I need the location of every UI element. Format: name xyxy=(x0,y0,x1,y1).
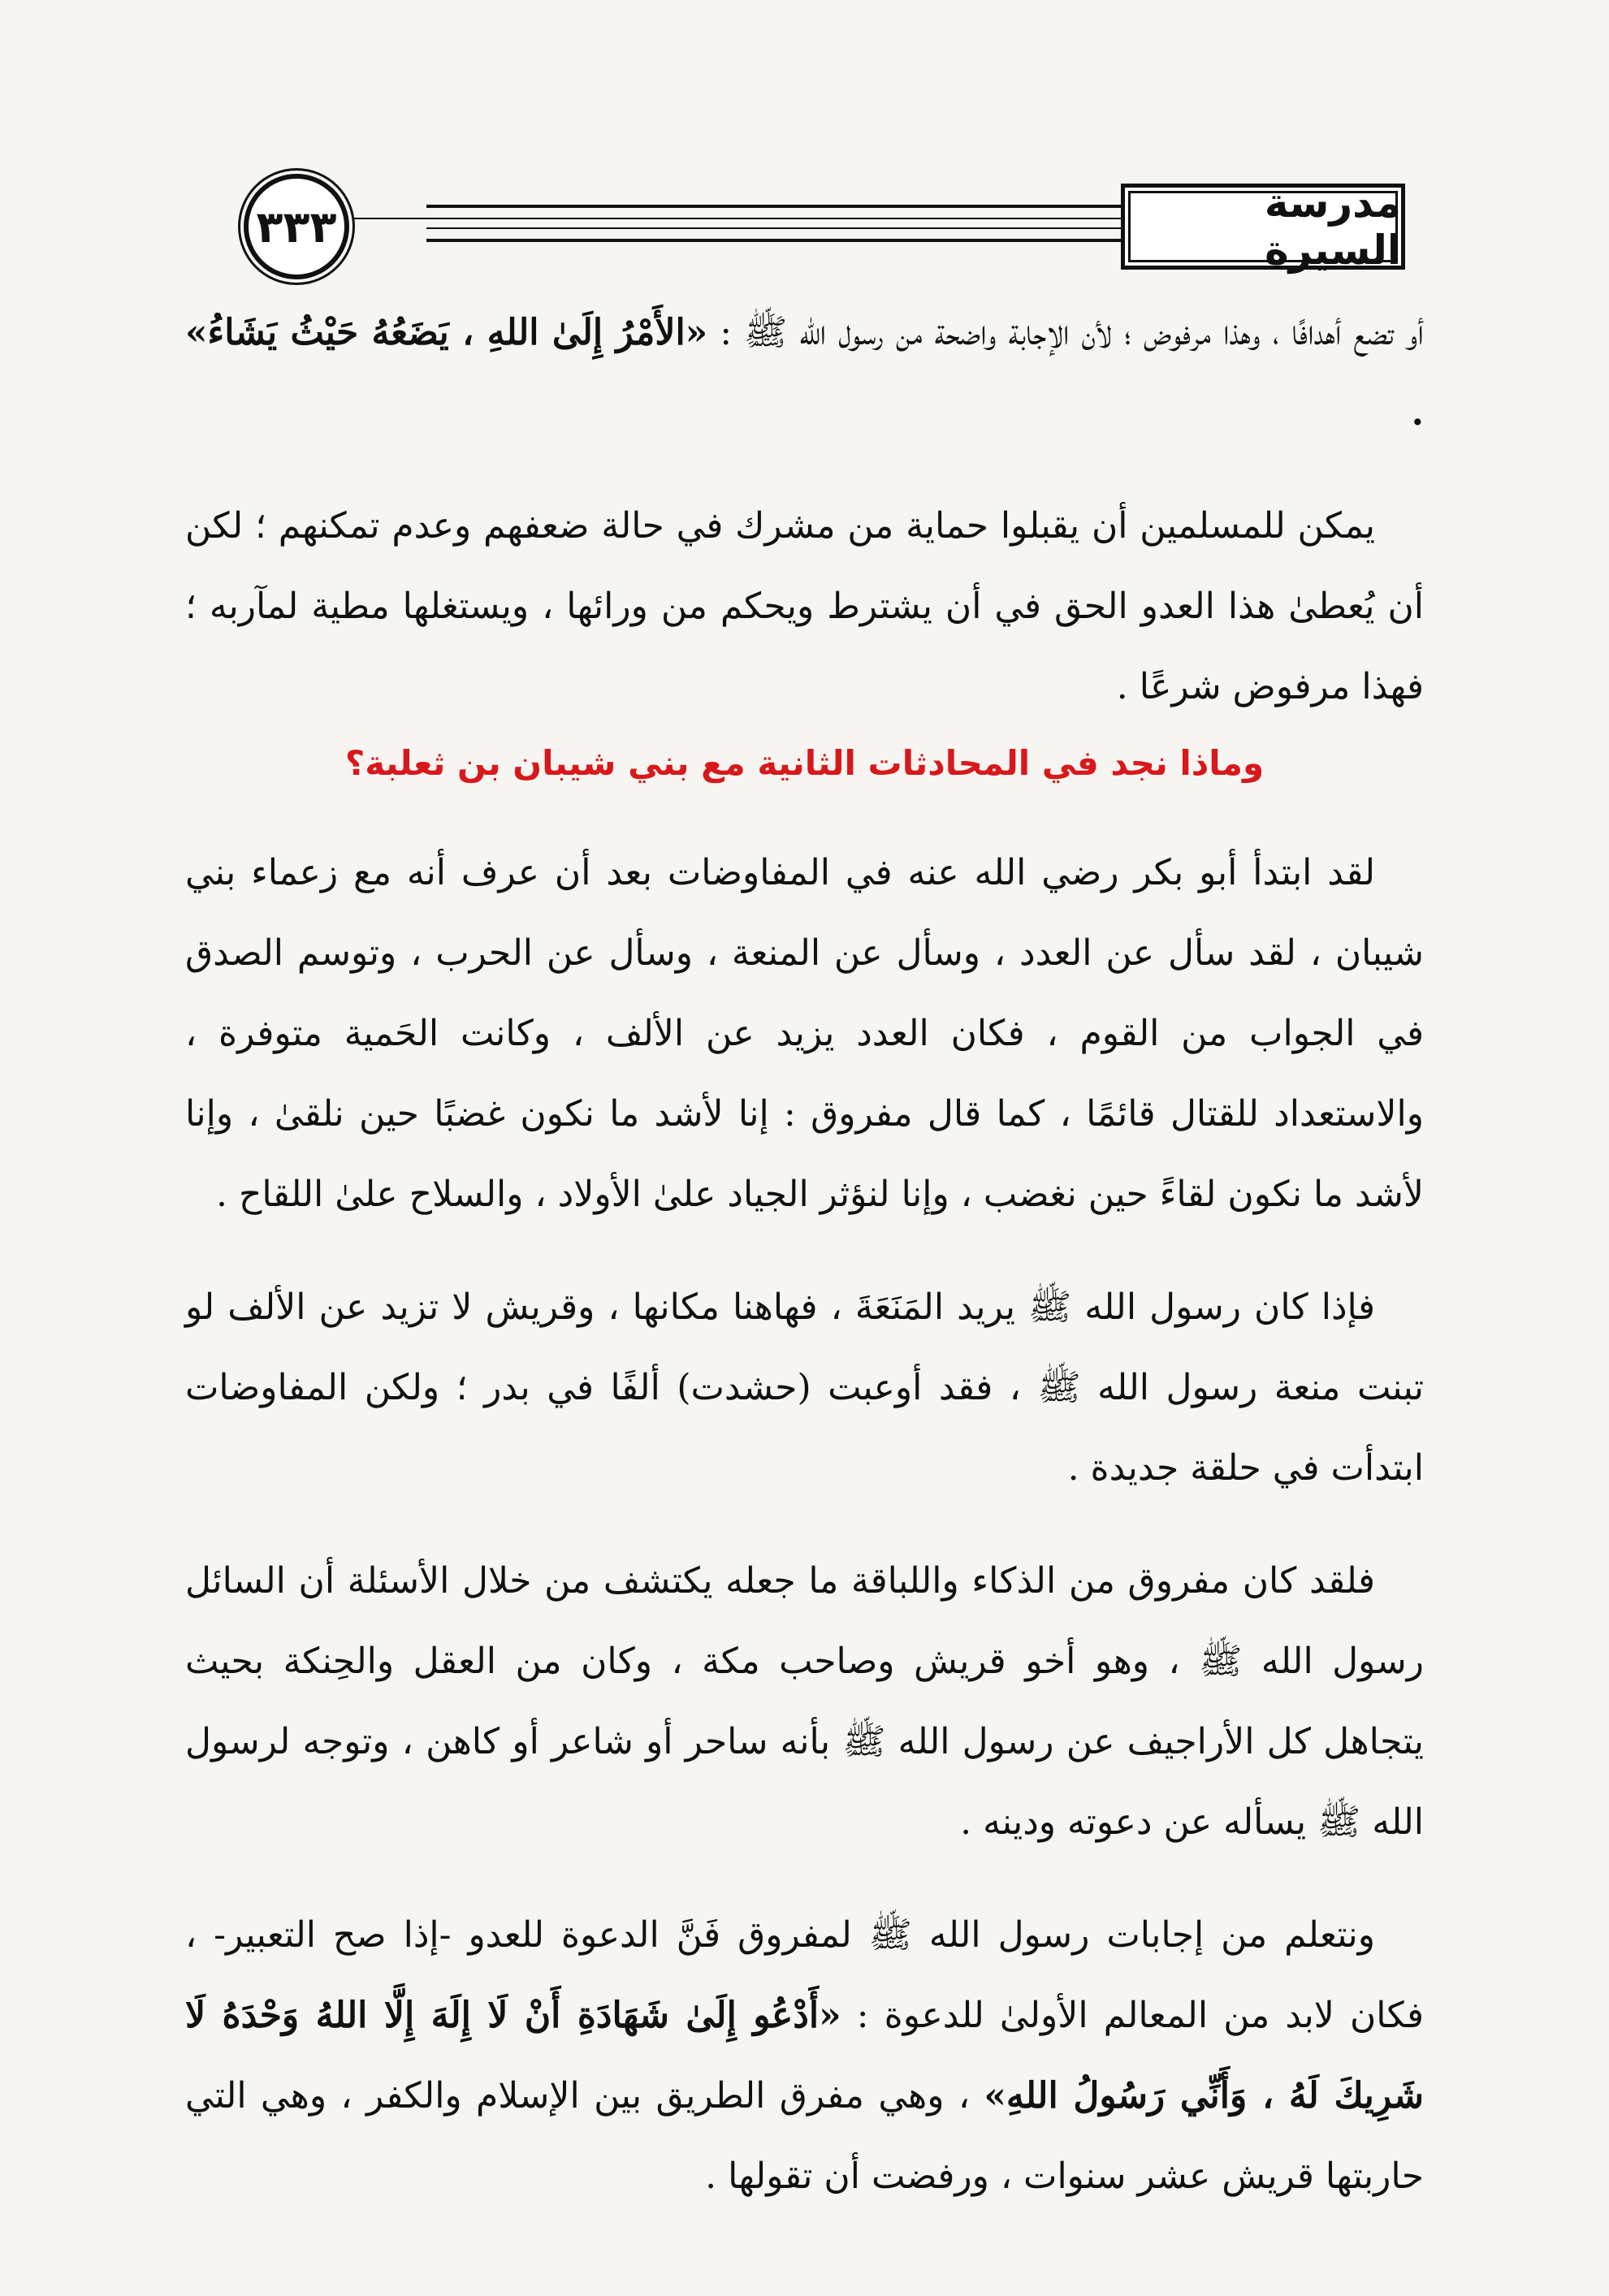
header-rule xyxy=(426,218,1161,219)
header-rule xyxy=(426,227,1161,229)
paragraph-1 xyxy=(185,292,1424,453)
paragraph-1-text: أو تضع أهدافًا ، وهذا مرفوض ؛ لأن الإجابة واضحة من رسول الله ﷺ : xyxy=(720,312,1424,353)
paragraph-6-text-end: ، وهي مفرق الطريق بين الإسلام والكفر ، وهي التي حاربتها قريش عشر سنوات ، ورفضت أن تقولها . xyxy=(185,2075,1424,2197)
page-number-medallion xyxy=(244,174,349,279)
paragraph-2: يمكن للمسلمين أن يقبلوا حماية من مشرك في حالة ضعفهم وعدم تمكنهم ؛ لكن أن يُعطىٰ هذا العدو الحق في أن يشترط ويحكم من ورائها ، ويستغلها مطية لمآربه ؛ فهذا مرفوض شرعًا . xyxy=(185,505,1424,707)
paragraph-6 xyxy=(185,1895,1424,2216)
header-rule xyxy=(426,205,1161,208)
page-number: ٣٣٣ xyxy=(256,201,337,253)
paragraph-4: فإذا كان رسول الله ﷺ يريد المَنَعَةَ ، فهاهنا مكانها ، وقريش لا تزيد عن الألف لو تبنت منعة رسول الله ﷺ ، فقد أوعبت (حشدت) ألفًا في بدر ؛ ولكن المفاوضات ابتدأت في حلقة جديدة . xyxy=(185,1286,1424,1489)
header-rule xyxy=(426,239,1161,242)
page-header xyxy=(183,171,1405,276)
paragraph-6-text: ونتعلم من إجابات رسول الله ﷺ لمفروق فَنَّ الدعوة للعدو -إذا صح التعبير- ، فكان لابد من المعالم الأولىٰ للدعوة : xyxy=(185,1914,1424,2036)
hadith-quote: «الأَمْرُ إِلَىٰ اللهِ ، يَضَعُهُ حَيْثُ يَشَاءُ» . xyxy=(185,312,1424,434)
paragraph-3: لقد ابتدأ أبو بكر رضي الله عنه في المفاوضات بعد أن عرف أنه مع زعماء بني شيبان ، لقد سأل عن العدد ، وسأل عن المنعة ، وسأل عن الحرب ، وتوسم الصدق في الجواب من القوم ، فكان العدد يزيد عن الألف ، وكانت الحَمية متوفرة ، والاستعداد للقتال قائمًا ، كما قال مفروق : إنا لأشد ما نكون غضبًا حين نلقىٰ ، وإنا لأشد ما نكون لقاءً حين نغضب ، وإنا لنؤثر الجياد علىٰ الأولاد ، والسلاح علىٰ اللقاح . xyxy=(185,852,1424,1215)
shahada-quote: «أَدْعُو إِلَىٰ شَهَادَةِ أَنْ لَا إِلَهَ إِلَّا اللهُ وَحْدَهُ لَا شَرِيكَ لَهُ ، وَأَنِّي رَسُولُ اللهِ» xyxy=(185,1995,1424,2117)
paragraph-5: فلقد كان مفروق من الذكاء واللباقة ما جعله يكتشف من خلال الأسئلة أن السائل رسول الله ﷺ ، وهو أخو قريش وصاحب مكة ، وكان من العقل والحِنكة بحيث يتجاهل كل الأراجيف عن رسول الله ﷺ بأنه ساحر أو شاعر أو كاهن ، وتوجه لرسول الله ﷺ يسأله عن دعوته ودينه . xyxy=(185,1560,1424,1843)
page-body xyxy=(185,292,1424,2216)
section-heading: وماذا نجد في المحادثات الثانية مع بني شيبان بن ثعلبة؟ xyxy=(344,743,1265,783)
book-title: مدرسة السيرة xyxy=(1264,179,1401,274)
book-title-cartouche xyxy=(1121,179,1405,274)
